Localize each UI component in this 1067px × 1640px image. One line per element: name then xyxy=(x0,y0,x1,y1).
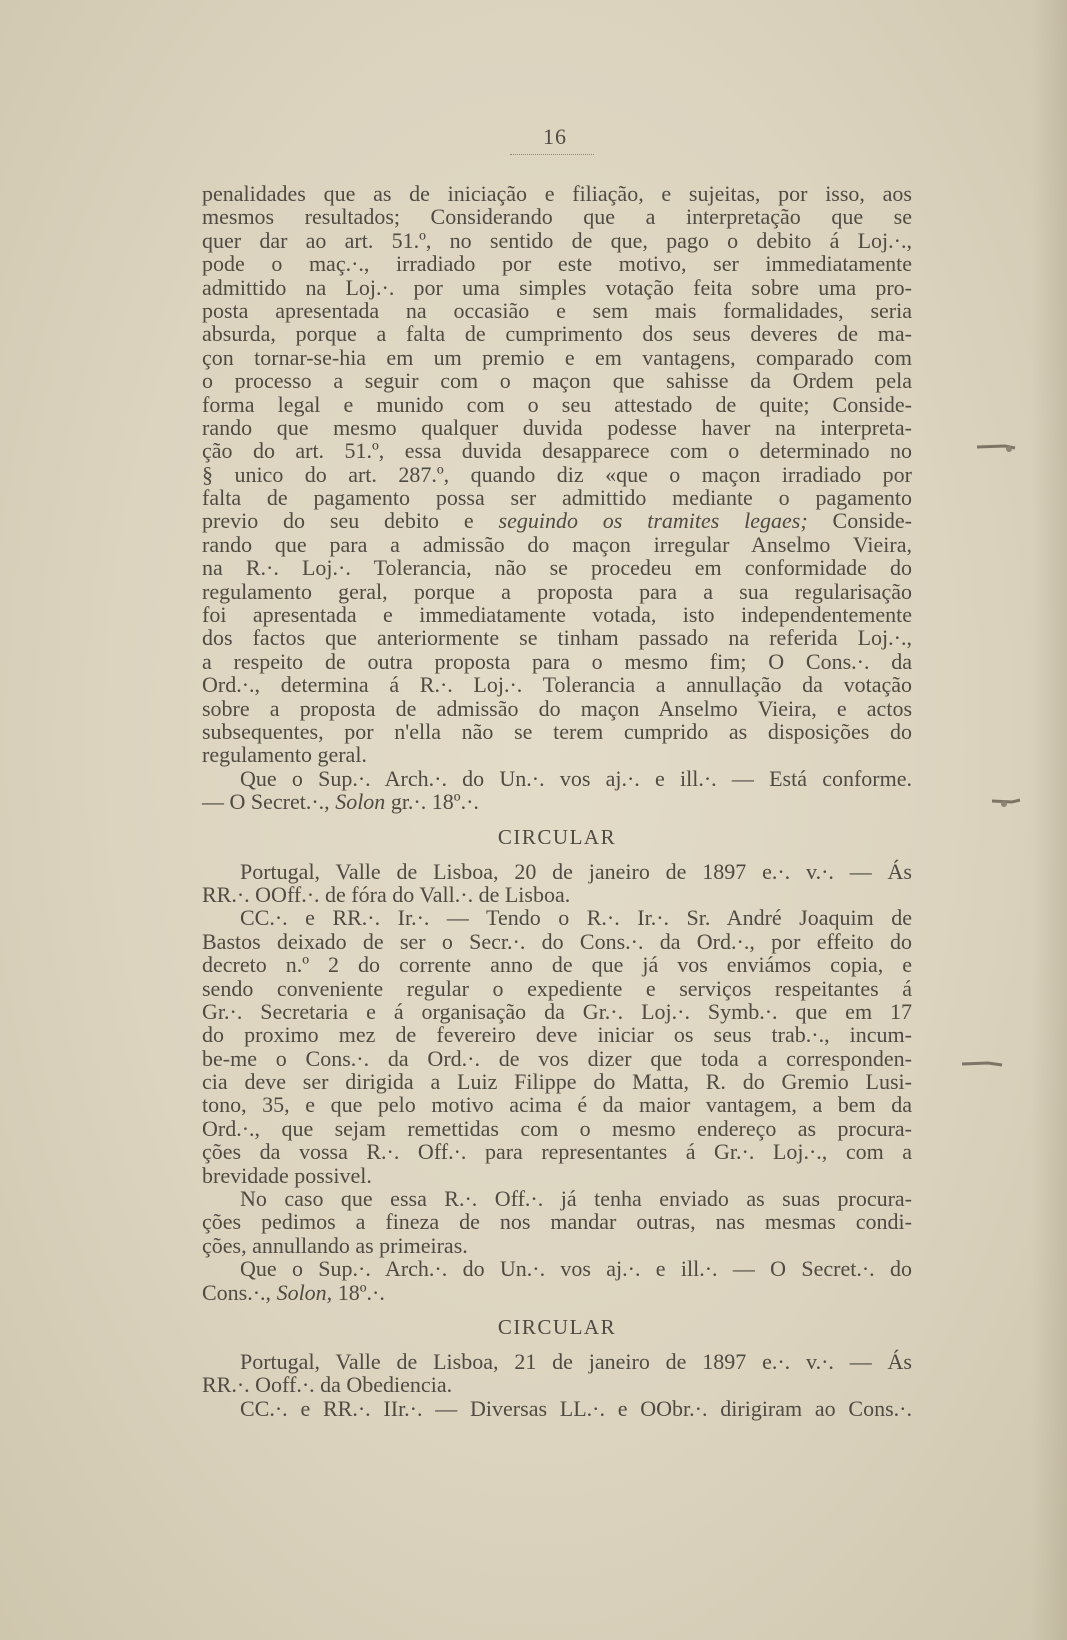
italic-text-run: Solon, xyxy=(276,1279,333,1305)
paragraph-first-line: Que o Sup.·. Arch.·. do Un.·. vos aj.·. e ill.·. — O Secret.·. do xyxy=(240,1256,912,1282)
paragraph-first-line: Portugal, Valle de Lisboa, 21 de janeiro de 1897 e.·. v.·. — Ás xyxy=(240,1348,912,1374)
margin-mark xyxy=(960,1056,1004,1070)
text-line: o processo a seguir com o maçon que sahisse da Ordem pela xyxy=(202,368,912,394)
text-line: rando que mesmo qualquer duvida podesse haver na interpreta- xyxy=(202,414,912,440)
italic-text-run: Solon xyxy=(335,789,386,815)
text-line: cia deve ser dirigida a Luiz Filippe do Matta, R. do Gremio Lusi- xyxy=(202,1069,912,1095)
text-line: § unico do art. 287.º, quando diz «que o maçon irradiado por xyxy=(202,461,912,487)
text-line: posta apresentada na occasião e sem mais formalidades, seria xyxy=(202,297,912,323)
paragraph-first-line: CC.·. e RR.·. IIr.·. — Diversas LL.·. e OObr.·. dirigiram ao Cons.·. xyxy=(240,1395,912,1421)
text-line: Gr.·. Secretaria e á organisação da Gr.·. Loj.·. Symb.·. que em 17 xyxy=(202,998,912,1024)
text-line: sendo conveniente regular o expediente e serviços respeitantes á xyxy=(202,975,912,1001)
text-line xyxy=(202,790,912,813)
page-number: 16 xyxy=(543,124,567,149)
text-run: Cons.·., xyxy=(202,1279,277,1305)
text-line: do proximo mez de fevereiro deve iniciar os seus trab.·., incum- xyxy=(202,1022,912,1048)
text-line: forma legal e munido com o seu attestado de quite; Conside- xyxy=(202,391,912,417)
text-line: decreto n.º 2 do corrente anno de que já vos enviámos copia, e xyxy=(202,952,912,978)
text-line: pode o maç.·., irradiado por este motivo, ser immediatamente xyxy=(202,251,912,277)
paragraph-first-line: Portugal, Valle de Lisboa, 20 de janeiro de 1897 e.·. v.·. — Ás xyxy=(240,858,912,884)
text-line: Ord.·., determina á R.·. Loj.·. Tolerancia a annullação da votação xyxy=(202,672,912,698)
text-line: sobre a proposta de admissão do maçon Anselmo Vieira, e actos xyxy=(202,695,912,721)
text-line: a respeito de outra proposta para o mesmo fim; O Cons.·. da xyxy=(202,648,912,674)
text-line: regulamento geral, porque a proposta para a sua regularisação xyxy=(202,578,912,604)
paragraph-first-line: CC.·. e RR.·. Ir.·. — Tendo o R.·. Ir.·. Sr. André Joaquim de xyxy=(240,905,912,931)
text-line: absurda, porque a falta de cumprimento dos seus deveres de ma- xyxy=(202,321,912,347)
text-line: brevidade possivel. xyxy=(202,1162,372,1188)
body-text xyxy=(202,182,912,1420)
text-line: penalidades que as de iniciação e filiação, e sujeitas, por isso, aos xyxy=(202,181,912,206)
paragraph-first-line: Que o Sup.·. Arch.·. do Un.·. vos aj.·. e ill.·. — Está conforme. xyxy=(240,765,912,791)
text-line: ções, annullando as primeiras. xyxy=(202,1232,468,1258)
text-line xyxy=(202,1281,912,1304)
text-run: 18º.·. xyxy=(332,1279,385,1305)
text-line: foi apresentada e immediatamente votada, isto independentemente xyxy=(202,602,912,628)
page-number-rule xyxy=(510,154,594,155)
text-line: subsequentes, por n'ella não se terem cumprido as disposições do xyxy=(202,718,912,744)
text-line: admittido na Loj.·. por uma simples votação feita sobre uma pro- xyxy=(202,274,912,300)
text-line: mesmos resultados; Considerando que a interpretação que se xyxy=(202,204,912,230)
text-line: ções da vossa R.·. Off.·. para representantes á Gr.·. Loj.·., com a xyxy=(202,1139,912,1165)
text-line: Bastos deixado de ser o Secr.·. do Cons.·. da Ord.·., por effeito do xyxy=(202,928,912,954)
text-line: quer dar ao art. 51.º, no sentido de que, pago o debito á Loj.·., xyxy=(202,227,912,253)
text-line: tono, 35, e que pelo motivo acima é da maior vantagem, a bem da xyxy=(202,1092,912,1118)
margin-mark xyxy=(975,440,1019,454)
text-line: regulamento geral. xyxy=(202,742,367,768)
text-line: be-me o Cons.·. da Ord.·. de vos dizer que toda a corresponden- xyxy=(202,1045,912,1071)
text-run: — O Secret.·., xyxy=(202,789,336,815)
text-line: ção do art. 51.º, essa duvida desapparece com o determinado no xyxy=(202,438,912,464)
text-run: Conside- xyxy=(807,508,912,534)
text-line: RR.·. Ooff.·. da Obediencia. xyxy=(202,1372,453,1398)
text-line: dos factos que anteriormente se tinham passado na referida Loj.·., xyxy=(202,625,912,651)
text-line: Ord.·., que sejam remettidas com o mesmo endereço as procura- xyxy=(202,1115,912,1141)
text-line xyxy=(202,509,912,532)
text-line: çon tornar-se-hia em um premio e em vantagens, comparado com xyxy=(202,344,912,370)
italic-text-run: seguindo os tramites legaes; xyxy=(498,508,808,534)
text-line: ções pedimos a fineza de nos mandar outras, nas mesmas condi- xyxy=(202,1209,912,1235)
margin-mark xyxy=(990,795,1034,809)
page-edge-shadow xyxy=(1031,0,1067,1640)
text-line: na R.·. Loj.·. Tolerancia, não se procedeu em conformidade do xyxy=(202,555,912,581)
paragraph-first-line: No caso que essa R.·. Off.·. já tenha enviado as suas procura- xyxy=(240,1186,912,1212)
section-heading: CIRCULAR xyxy=(497,1314,617,1339)
text-line: falta de pagamento possa ser admittido mediante o pagamento xyxy=(202,485,912,511)
text-run: gr.·. 18º.·. xyxy=(385,789,479,815)
text-run: previo do seu debito e xyxy=(202,508,499,534)
text-line: rando que para a admissão do maçon irregular Anselmo Vieira, xyxy=(202,531,912,557)
section-heading: CIRCULAR xyxy=(497,824,617,849)
page-number-container xyxy=(510,124,600,150)
text-line: RR.·. OOff.·. de fóra do Vall.·. de Lisboa. xyxy=(202,881,571,907)
